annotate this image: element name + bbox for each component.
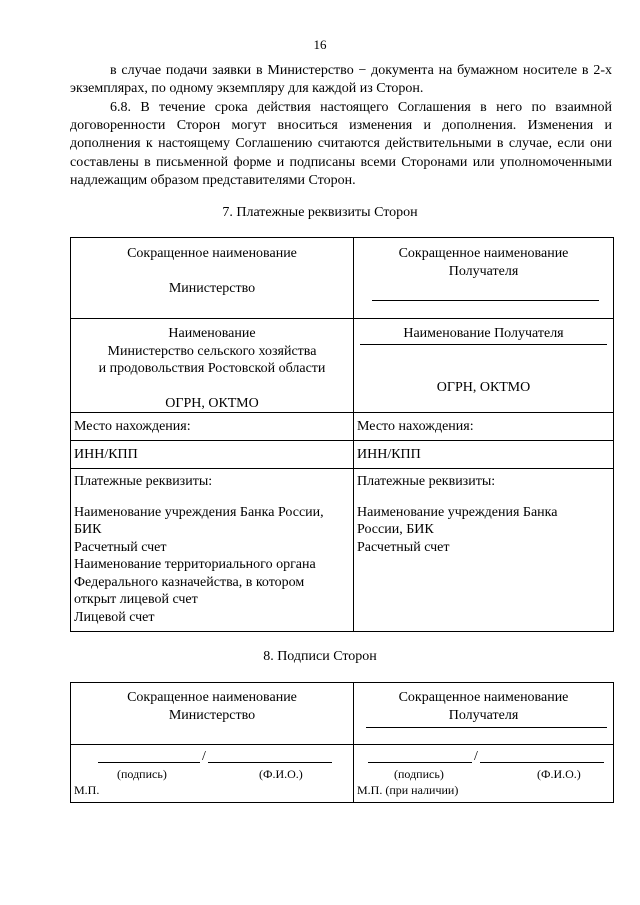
section-7-title: 7. Платежные реквизиты Сторон: [222, 205, 418, 220]
recipient-full-name-cell: [354, 319, 614, 413]
recipient-name-caption: (Ф.И.О.): [537, 767, 581, 781]
recipient-short-name-cell: [354, 238, 614, 319]
ministry-signature-line: [98, 762, 200, 763]
ministry-full-name-line1: Министерство сельского хозяйства: [107, 343, 317, 359]
recipient-signature-caption: (подпись): [394, 767, 444, 781]
recipient-ogrn-oktmo: ОГРН, ОКТМО: [436, 379, 531, 395]
ministry-full-name-cell: [71, 319, 354, 413]
payment-requisites-table: [70, 237, 614, 632]
ministry-treasury-line2: Федерального казначейства, в котором: [74, 574, 305, 590]
location-row: [71, 413, 614, 441]
ministry-signature-caption: (подпись): [117, 767, 167, 781]
recipient-sign-name-line: [366, 727, 607, 728]
recipient-sign-name-value: Получателя: [448, 707, 519, 723]
section-8-title: 8. Подписи Сторон: [263, 649, 377, 664]
ministry-signature-cell: [71, 745, 354, 803]
paragraph-6-8: [70, 99, 612, 190]
recipient-inn-label: ИНН/КПП: [354, 441, 614, 469]
recipient-payment-label: Платежные реквизиты:: [357, 474, 496, 489]
ministry-name-caption: (Ф.И.О.): [259, 767, 303, 781]
ministry-full-name-line2: и продовольствия Ростовской области: [98, 361, 326, 376]
recipient-short-name-line: [372, 300, 599, 301]
recipient-signature-line: [368, 762, 472, 763]
full-name-row: [71, 319, 614, 413]
inn-row: [71, 441, 614, 469]
ministry-name-line: [208, 762, 332, 763]
paragraph-applications: [70, 62, 612, 98]
recipient-bank-name: Наименование учреждения Банка: [357, 504, 558, 520]
recipient-name-line: [480, 762, 604, 763]
ministry-ogrn-oktmo: ОГРН, ОКТМО: [165, 395, 259, 411]
page-number: 16: [313, 37, 327, 52]
recipient-short-name-label: Сокращенное наименование: [398, 246, 569, 261]
recipient-signature-cell: [354, 745, 614, 803]
signatures-name-row: [71, 683, 614, 745]
recipient-stamp-label: М.П. (при наличии): [357, 783, 459, 797]
recipient-signature-slash: /: [474, 749, 478, 764]
ministry-signature-slash: /: [202, 749, 206, 764]
ministry-bank-name: Наименование учреждения Банка России,: [74, 504, 324, 520]
recipient-full-name-title: Наименование Получателя: [403, 326, 564, 341]
ministry-inn-label: ИНН/КПП: [71, 441, 354, 469]
payment-details-row: [71, 469, 614, 632]
recipient-bank-bik: России, БИК: [357, 522, 434, 537]
signatures-table: [70, 682, 614, 803]
ministry-personal-account: Лицевой счет: [74, 609, 155, 625]
ministry-short-name-cell: [71, 238, 354, 319]
ministry-payment-label: Платежные реквизиты:: [74, 474, 213, 489]
ministry-sign-name-cell: [71, 683, 354, 745]
signatures-sign-row: [71, 745, 614, 803]
ministry-treasury-line1: Наименование территориального органа: [74, 557, 316, 572]
ministry-payment-cell: [71, 469, 354, 632]
short-name-row: [71, 238, 614, 319]
paragraph-6-8-text: 6.8. В течение срока действия настоящего Соглашения в него по взаимной договоренности Сторон могут вноситься изменения и дополнения. Изменения и дополнения к настоящему Соглашению считаются действительными в случае, если они составлены в письменной форме и подписаны всеми Сторонами или уполномоченными надлежащим образом представителями Сторон.: [70, 100, 612, 188]
paragraph-applications-text: в случае подачи заявки в Министерство − документа на бумажном носителе в 2-х экземплярах, по одному экземпляру для каждой из Сторон.: [70, 63, 612, 97]
ministry-short-name-label: Сокращенное наименование: [127, 246, 297, 261]
ministry-bik: БИК: [74, 522, 102, 537]
ministry-short-name-value: Министерство: [168, 280, 256, 296]
recipient-sign-name-cell: [354, 683, 614, 745]
ministry-treasury-line3: открыт лицевой счет: [74, 592, 198, 607]
recipient-sign-name-label: Сокращенное наименование: [398, 690, 569, 705]
recipient-short-name-value: Получателя: [448, 263, 519, 279]
recipient-account: Расчетный счет: [357, 539, 450, 555]
recipient-location-label: Место нахождения:: [354, 413, 614, 441]
ministry-sign-name-label: Сокращенное наименование: [127, 690, 297, 705]
ministry-stamp-label: М.П.: [74, 783, 100, 797]
ministry-full-name-title: Наименование: [168, 326, 256, 341]
ministry-account: Расчетный счет: [74, 539, 167, 555]
ministry-location-label: Место нахождения:: [71, 413, 354, 441]
ministry-sign-name-value: Министерство: [168, 707, 256, 723]
recipient-payment-cell: [354, 469, 614, 632]
